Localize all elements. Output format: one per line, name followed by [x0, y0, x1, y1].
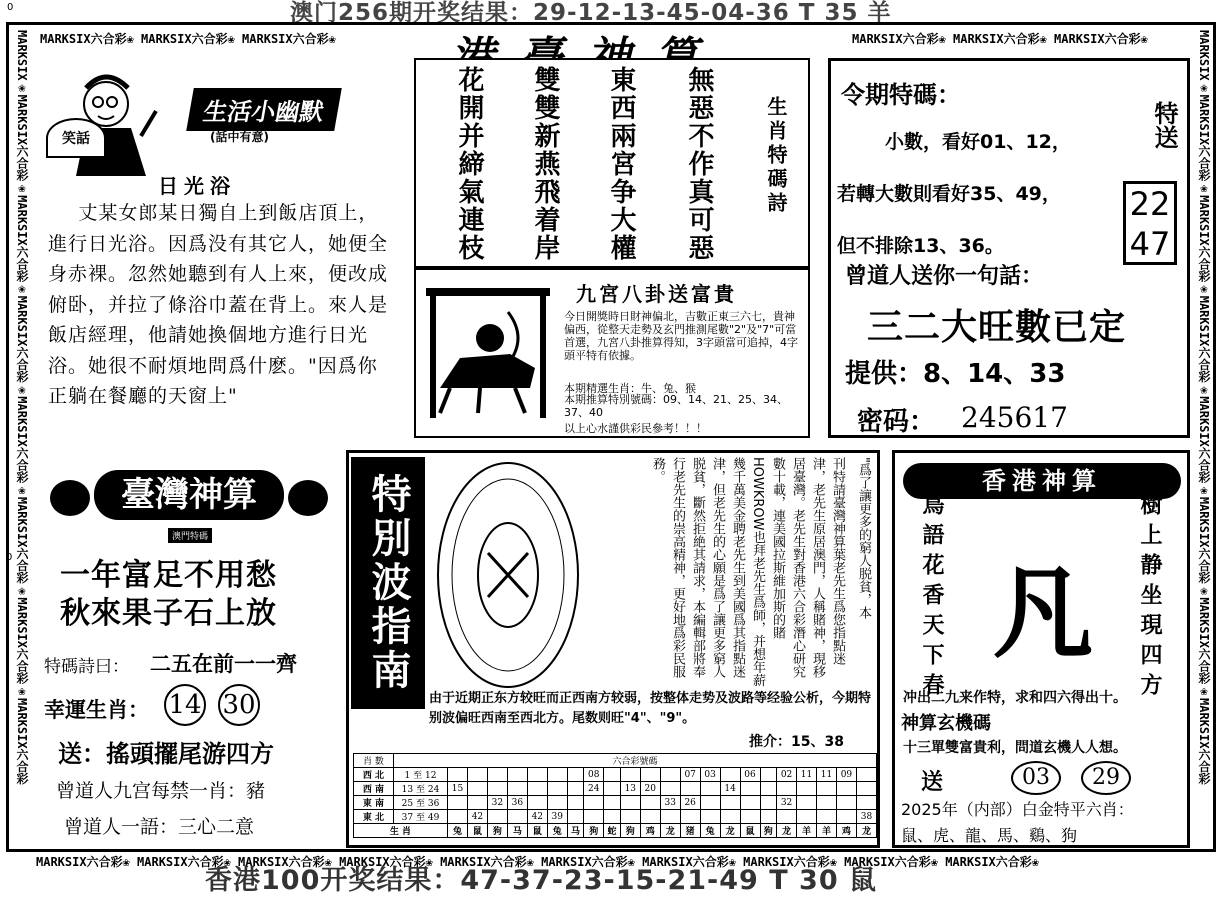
- table-cell: [547, 768, 567, 782]
- table-cell: [567, 810, 584, 824]
- table-cell: 猪: [680, 824, 700, 838]
- special-send-box: [1123, 181, 1177, 265]
- table-cell: 42: [467, 810, 487, 824]
- top-left-mark: 0: [7, 2, 14, 13]
- table-cell: [448, 796, 468, 810]
- table-cell: [567, 768, 584, 782]
- taiwan-ban: 曾道人九宫每禁一肖：豬: [56, 780, 266, 802]
- table-cell: [507, 782, 527, 796]
- table-cell: 37 至 49: [394, 810, 448, 824]
- table-cell: [487, 782, 507, 796]
- table-cell: [797, 796, 817, 810]
- table-cell: [604, 782, 621, 796]
- table-cell: 西 南: [354, 782, 394, 796]
- wave-table-head-1: 肖 數: [354, 754, 394, 768]
- table-cell: 11: [797, 768, 817, 782]
- table-row: [354, 768, 877, 782]
- table-cell: [856, 782, 876, 796]
- table-cell: [507, 810, 527, 824]
- hk-send-label: 送: [921, 770, 944, 795]
- taiwan-box: [40, 450, 336, 845]
- table-cell: [604, 810, 621, 824]
- table-cell: 14: [720, 782, 740, 796]
- table-cell: 龙: [720, 824, 740, 838]
- table-cell: [527, 782, 547, 796]
- hk-send-num-1: 03: [1011, 761, 1061, 795]
- table-cell: 26: [680, 796, 700, 810]
- table-cell: 龙: [660, 824, 680, 838]
- wave-box: [346, 450, 880, 848]
- provide-text: 提供：8、14、33: [845, 359, 1066, 389]
- table-cell: 兔: [547, 824, 567, 838]
- special-send-label: 特送: [1150, 101, 1178, 149]
- table-cell: 马: [567, 824, 584, 838]
- table-cell: [797, 782, 817, 796]
- table-cell: 08: [584, 768, 604, 782]
- table-cell: [487, 810, 507, 824]
- wave-table-head-2: 六合彩號碼: [394, 754, 877, 768]
- taiwan-left-knob: [50, 480, 90, 516]
- table-cell: [660, 768, 680, 782]
- table-cell: [740, 796, 760, 810]
- hk-mystic-label: 神算玄機碼: [901, 713, 991, 734]
- table-cell: [604, 768, 621, 782]
- hk-big-char: 凡: [993, 554, 1093, 672]
- table-cell: [620, 796, 640, 810]
- table-cell: [680, 810, 700, 824]
- hk-mystic: 十三單雙富貴利，問道玄機人人想。: [903, 740, 1127, 756]
- special-box: [828, 58, 1190, 438]
- table-cell: [467, 782, 487, 796]
- nine-palace-text: 今日開獎時日財神偏北，吉數正東三六七，貴神偏西，從整天走勢及玄門推測尾數"2"及"7"可當首選，九宮八卦推算得知，3字頭當可追掉，4字頭平特有依據。: [564, 310, 798, 362]
- table-cell: [760, 796, 777, 810]
- table-cell: 09: [836, 768, 856, 782]
- taiwan-send: 送：搖頭擺尾游四方: [58, 740, 274, 768]
- table-cell: [760, 810, 777, 824]
- table-cell: 06: [740, 768, 760, 782]
- table-cell: 鼠: [527, 824, 547, 838]
- table-cell: 羊: [816, 824, 836, 838]
- special-heading: 令期特碼：: [841, 81, 961, 109]
- taiwan-tag: 澳門特碼: [168, 528, 212, 543]
- table-cell: [567, 782, 584, 796]
- hk-send-num-2: 29: [1081, 761, 1131, 795]
- table-cell: 38: [856, 810, 876, 824]
- brand-strip-top-right: MARKSIX六合彩❀ MARKSIX六合彩❀ MARKSIX六合彩❀: [852, 32, 1148, 46]
- wave-article-lead: "爲了讓更多的窮人脱貧，本: [856, 457, 871, 619]
- joke-badge: 笑話: [46, 118, 106, 158]
- table-cell: 42: [527, 810, 547, 824]
- hk-zodiacs: 鼠、虎、龍、馬、鷄、狗: [901, 826, 1078, 845]
- table-cell: 鸡: [836, 824, 856, 838]
- table-cell: 20: [640, 782, 660, 796]
- table-cell: [467, 796, 487, 810]
- humor-title: 生活小幽默: [186, 88, 342, 131]
- table-cell: [660, 810, 680, 824]
- table-cell: [816, 810, 836, 824]
- table-cell: [836, 796, 856, 810]
- table-cell: [584, 810, 604, 824]
- humor-subtitle: (話中有意): [210, 130, 269, 144]
- poem-label: 生肖特碼詩: [764, 96, 788, 216]
- table-cell: [660, 782, 680, 796]
- table-cell: 狗: [620, 824, 640, 838]
- taiwan-line1: 一年富足不用愁: [60, 558, 277, 593]
- table-cell: [856, 768, 876, 782]
- table-cell: 羊: [797, 824, 817, 838]
- table-cell: 36: [507, 796, 527, 810]
- taiwan-word: 曾道人一語：三心二意: [64, 816, 255, 838]
- table-cell: [700, 796, 720, 810]
- table-cell: [720, 768, 740, 782]
- poem-label: 特碼詩曰：: [44, 657, 129, 677]
- brand-strip-left: MARKSIX❀MARKSIX六合彩❀MARKSIX六合彩❀MARKSIX六合彩❀MARKSIX六合彩❀MARKSIX六合彩❀MARKSIX六合彩❀MARKSIX六合彩: [15, 30, 29, 785]
- table-cell: 東 北: [354, 810, 394, 824]
- humor-box: [40, 58, 398, 438]
- table-cell: 马: [507, 824, 527, 838]
- table-cell: 狗: [487, 824, 507, 838]
- table-cell: [816, 782, 836, 796]
- lucky-num-1: 14: [164, 684, 206, 726]
- hk-year-line: 2025年（内部）白金特平六肖：: [901, 800, 1134, 819]
- nine-palace-numbers: 本期推算特別號碼：09、14、21、25、34、37、40: [564, 393, 788, 419]
- archer-horse-icon: [420, 278, 560, 428]
- table-row: [354, 796, 877, 810]
- table-cell: [700, 782, 720, 796]
- table-cell: 東 南: [354, 796, 394, 810]
- poem-col-1: 無惡不作真可惡: [684, 66, 714, 262]
- table-cell: 13: [620, 782, 640, 796]
- poem-box: [414, 58, 810, 268]
- hk-line1: 冲出二九来作特，求和四六得出十。: [903, 690, 1127, 706]
- hk-right-col: 樹上静坐現四方: [1137, 493, 1163, 703]
- table-cell: [720, 796, 740, 810]
- special-send-num-2: 47: [1129, 225, 1171, 263]
- table-cell: 生 肖: [354, 824, 448, 838]
- table-cell: [700, 810, 720, 824]
- table-cell: [547, 796, 567, 810]
- table-cell: 1 至 12: [394, 768, 448, 782]
- table-row: [354, 810, 877, 824]
- table-cell: [620, 810, 640, 824]
- table-cell: [448, 768, 468, 782]
- table-cell: [740, 810, 760, 824]
- table-cell: [567, 796, 584, 810]
- table-cell: 鼠: [740, 824, 760, 838]
- table-cell: 11: [816, 768, 836, 782]
- table-cell: 39: [547, 810, 567, 824]
- wave-table: [353, 753, 877, 838]
- table-cell: [640, 796, 660, 810]
- table-cell: 兔: [700, 824, 720, 838]
- saying-text: 三二大旺數已定: [867, 306, 1127, 348]
- table-cell: [777, 810, 797, 824]
- mid-left-mark: 0: [6, 552, 13, 563]
- bottom-result: 香港100开奖结果：47-37-23-15-21-49 T 30 鼠: [205, 865, 878, 896]
- table-cell: 龙: [856, 824, 876, 838]
- poem-col-4: 花開并締氣連枝: [454, 66, 484, 262]
- table-cell: 13 至 24: [394, 782, 448, 796]
- table-cell: [640, 810, 660, 824]
- table-cell: [487, 768, 507, 782]
- story-text: 丈某女郎某日獨自上到飯店頂上，進行日光浴。因爲没有其它人，她便全身赤裸。忽然她聽到有人上來，便改成俯卧，并拉了條浴巾蓋在背上。來人是飯店經理，他請她換個地方進行日光浴。她很不耐煩地問爲什麽。"因爲你正躺在餐廳的天窗上": [48, 202, 389, 407]
- table-cell: [740, 782, 760, 796]
- nine-palace-note: 以上心水謹供彩民參考！！！: [564, 422, 707, 435]
- hk-title: 香港神算: [903, 463, 1181, 499]
- wave-dial-icon: [433, 457, 583, 693]
- table-cell: 03: [700, 768, 720, 782]
- wave-article: 刊特請臺灣神算葉老先生爲您指點迷津，老先生原居澳門，人稱賭神，現移居臺灣。老先生對香港六合彩潛心研究數十載，連美國拉斯維加斯的賭HOWKROW也拜老先生爲師，并想年薪幾千萬美金聘老先生到美國爲其指點迷津，但老先生的心願是爲了讓更多窮人脱貧，斷然拒絶其請求，本編輯部將奉行老先生的崇高精神，更好地爲彩民服務。: [650, 457, 845, 687]
- taiwan-line2: 秋來果子石上放: [60, 596, 277, 631]
- wave-title: 特別波指南: [351, 457, 425, 709]
- special-send-num-1: 22: [1129, 185, 1171, 223]
- code-label: 密码：: [857, 407, 936, 437]
- special-line2: 若轉大數則看好35、49，: [837, 183, 1061, 205]
- table-cell: [760, 768, 777, 782]
- nine-palace-box: [414, 268, 810, 438]
- table-cell: 蛇: [604, 824, 621, 838]
- brand-strip-right: MARKSIX❀MARKSIX六合彩❀MARKSIX六合彩❀MARKSIX六合彩❀MARKSIX六合彩❀MARKSIX六合彩❀MARKSIX六合彩❀MARKSIX六合彩: [1197, 30, 1211, 785]
- table-cell: 鸡: [640, 824, 660, 838]
- table-cell: [797, 810, 817, 824]
- table-cell: 24: [584, 782, 604, 796]
- special-line1: 小數，看好01、12，: [885, 131, 1071, 153]
- nine-palace-zodiac: 本期精選生肖：牛、兔、猴: [564, 382, 696, 395]
- poem-col-3: 雙雙新燕飛着岸: [530, 66, 560, 262]
- top-result: 澳门256期开奖结果：29-12-13-45-04-36 T 35 羊: [290, 0, 892, 26]
- table-cell: [527, 768, 547, 782]
- taiwan-title: 臺灣神算: [94, 470, 284, 520]
- table-cell: 25 至 36: [394, 796, 448, 810]
- table-cell: 龙: [777, 824, 797, 838]
- table-cell: [816, 796, 836, 810]
- poem-col-2: 東西兩宮争大權: [606, 66, 636, 262]
- nine-palace-title: 九宮八卦送富貴: [576, 282, 737, 306]
- table-cell: 鼠: [467, 824, 487, 838]
- table-cell: 西 北: [354, 768, 394, 782]
- table-cell: [584, 796, 604, 810]
- hk-left-col: 鳥語花香天下春: [919, 493, 945, 703]
- lucky-label: 幸運生肖：: [44, 698, 149, 722]
- table-cell: [856, 796, 876, 810]
- table-cell: 15: [448, 782, 468, 796]
- wave-picks: 推介：15、38: [749, 734, 844, 750]
- special-line3: 但不排除13、36。: [837, 235, 1004, 257]
- table-cell: [836, 810, 856, 824]
- lucky-num-2: 30: [218, 684, 260, 726]
- table-cell: 狗: [584, 824, 604, 838]
- table-cell: 33: [660, 796, 680, 810]
- table-cell: [507, 768, 527, 782]
- table-cell: [448, 810, 468, 824]
- table-cell: [640, 768, 660, 782]
- table-cell: [527, 796, 547, 810]
- poem-text: 二五在前一一齊: [150, 652, 297, 676]
- story-title: 日光浴: [158, 174, 236, 198]
- table-cell: [836, 782, 856, 796]
- table-cell: [777, 782, 797, 796]
- table-cell: 02: [777, 768, 797, 782]
- table-cell: [547, 782, 567, 796]
- table-cell: [760, 782, 777, 796]
- brand-strip-bottom: MARKSIX六合彩❀ MARKSIX六合彩❀ MARKSIX六合彩❀ MARKSIX六合彩❀ MARKSIX六合彩❀ MARKSIX六合彩❀ MARKSIX六合彩❀ MARKSIX六合彩❀ MARKSIX六合彩❀ MARKSIX六合彩❀: [36, 855, 1039, 869]
- brand-strip-top-left: MARKSIX六合彩❀ MARKSIX六合彩❀ MARKSIX六合彩❀: [40, 32, 336, 46]
- table-cell: [620, 768, 640, 782]
- taiwan-right-knob: [288, 480, 328, 516]
- hongkong-box: [892, 450, 1190, 848]
- table-cell: 兔: [448, 824, 468, 838]
- saying-label: 曾道人送你一句話：: [845, 264, 1044, 289]
- code-value: 245617: [961, 401, 1068, 434]
- table-cell: [680, 782, 700, 796]
- table-cell: 狗: [760, 824, 777, 838]
- table-row: [354, 782, 877, 796]
- table-cell: [467, 768, 487, 782]
- table-cell: [604, 796, 621, 810]
- table-cell: [720, 810, 740, 824]
- table-cell: 32: [487, 796, 507, 810]
- table-cell: 07: [680, 768, 700, 782]
- table-cell: 32: [777, 796, 797, 810]
- table-row: [354, 824, 877, 838]
- wave-analysis: 由于近期正东方较旺而正西南方较弱，按整体走势及波路等经验公析，今期特别波偏旺西南至西北方。尾数则旺"4"、"9"。: [429, 691, 872, 726]
